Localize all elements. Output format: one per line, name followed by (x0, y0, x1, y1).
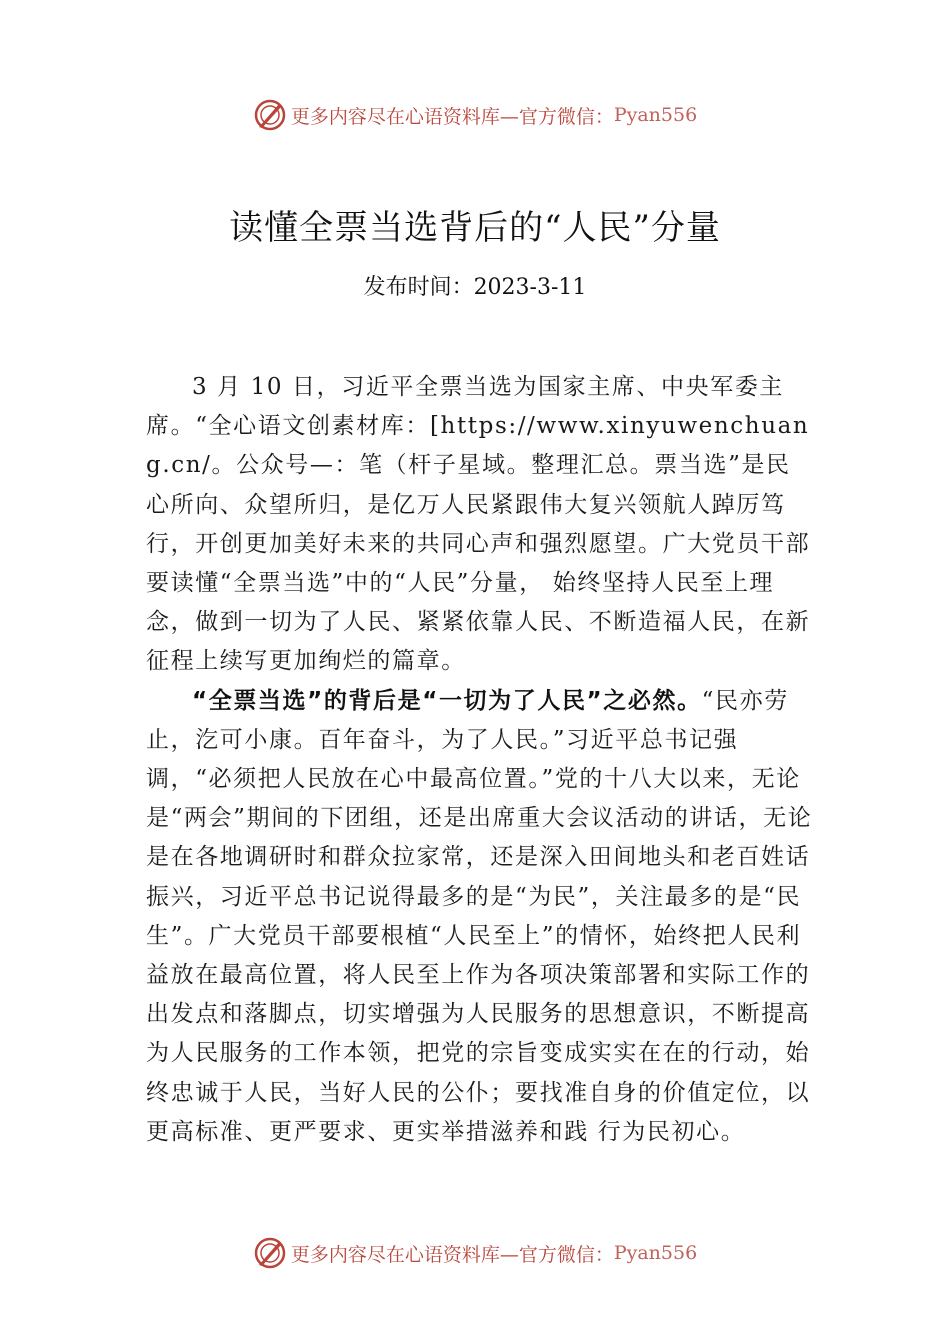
publish-date: 发布时间：2023-3-11 (363, 275, 587, 300)
banner-text: 更多内容尽在心语资料库—官方微信： (290, 105, 614, 128)
paragraph-1: 3 月 10 日，习近平全票当选为国家主席、中央军委主席。“全心语文创素材库：[https://www.xinyuwenchuang.cn/。公众号—：笔（杆子星域。整理汇总。票当选”是民心所向、众望所归，是亿万人民紧跟伟大复兴领航人踔厉笃行，开创更加美好未来的共同心声和强烈愿望。广大党员干部要读懂“全票当选”中的“人民”分量， 始终坚持人民至上理念，做到一切为了人民、紧紧依靠人民、不断造福人民，在新征程上续写更加绚烂的篇章。 (146, 374, 811, 675)
footer-banner (0, 1233, 950, 1273)
wechat-id: Pyan556 (613, 1242, 698, 1264)
header-banner (0, 95, 950, 135)
paragraph-2 (146, 682, 814, 1152)
paragraph-2-heading: “全票当选”的背后是“一切为了人民”之必然。 (192, 687, 702, 714)
quill-logo-icon (253, 1236, 287, 1270)
quill-logo-icon (253, 98, 287, 132)
article-title: 读懂全票当选背后的“人民”分量 (229, 208, 721, 248)
banner-text: 更多内容尽在心语资料库—官方微信： (290, 1243, 614, 1266)
article-body (146, 368, 814, 1152)
paragraph-2-text: “民亦劳止，汔可小康。百年奋斗，为了人民。”习近平总书记强调，“必须把人民放在心中最高位置。”党的十八大以来，无论是“两会”期间的下团组，还是出席重大会议活动的讲话，无论是在各地调研时和群众拉家常，还是深入田间地头和老百姓话振兴，习近平总书记说得最多的是“为民”，关注最多的是“民生”。广大党员干部要根植“人民至上”的情怀，始终把人民利益放在最高位置，将人民至上作为各项决策部署和实际工作的出发点和落脚点，切实增强为人民服务的思想意识，不断提高为人民服务的工作本领，把党的宗旨变成实实在在的行动，始终忠诚于人民，当好人民的公仆；要找准自身的价值定位，以更高标准、更严要求、更实举措滋养和践 行为民初心。 (146, 687, 813, 1145)
wechat-id: Pyan556 (613, 104, 698, 126)
